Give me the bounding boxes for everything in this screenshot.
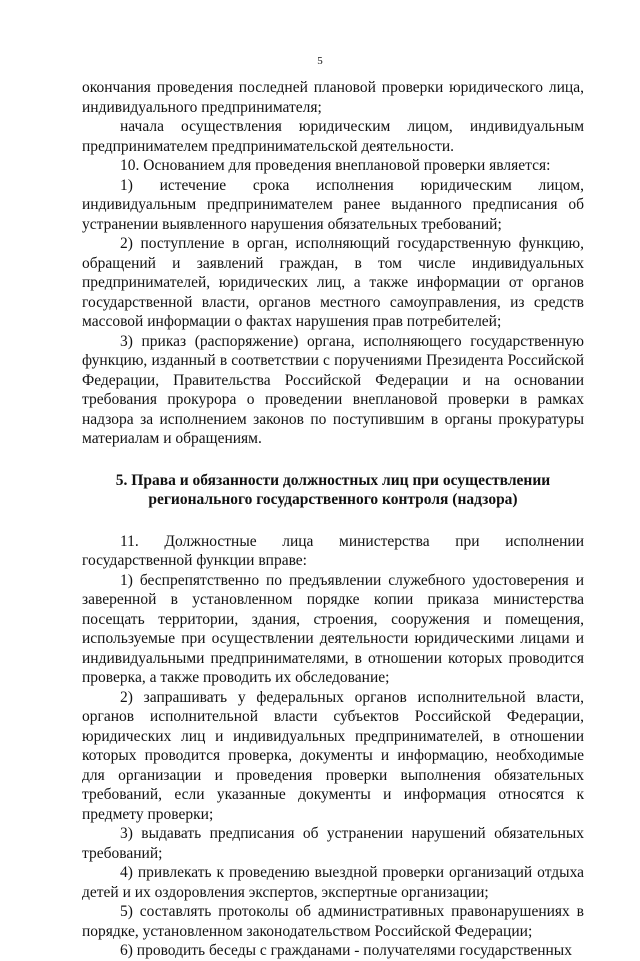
section-heading — [82, 471, 584, 510]
paragraph: 6) проводить беседы с гражданами - получателями государственных — [120, 942, 572, 959]
page-number: 5 — [317, 55, 323, 67]
paragraph: окончания проведения последней плановой проверки юридического лица, индивидуального предпринимателя; — [82, 79, 584, 116]
paragraph: 5) составлять протоколы об административных правонарушениях в порядке, установленном законодательством Российской Федерации; — [82, 903, 584, 940]
paragraph: 4) привлекать к проведению выездной проверки организаций отдыха детей и их оздоровления экспертов, экспертные организации; — [82, 864, 584, 901]
document-body — [82, 78, 584, 961]
section-heading-line: 5. Права и обязанности должностных лиц при осуществлении — [115, 471, 551, 489]
paragraph: 2) поступление в орган, исполняющий государственную функцию, обращений и заявлений граждан, в том числе индивидуальных предпринимателей, юридических лиц, а также информации от органов государственной власти, органов местного самоуправления, из средств массовой информации о фактах нарушения прав потребителей; — [82, 235, 584, 330]
paragraph: 1) истечение срока исполнения юридическим лицом, индивидуальным предпринимателем ранее выданного предписания об устранении выявленного нарушения обязательных требований; — [82, 176, 584, 233]
paragraph: 10. Основанием для проведения внеплановой проверки является: — [120, 157, 551, 174]
paragraph: 11. Должностные лица министерства при исполнении государственной функции вправе: — [82, 532, 584, 569]
paragraph: начала осуществления юридическим лицом, индивидуальным предпринимателем предпринимательской деятельности. — [82, 118, 584, 155]
section-heading-line: регионального государственного контроля (надзора) — [148, 491, 518, 508]
paragraph: 3) приказ (распоряжение) органа, исполняющего государственную функцию, изданный в соответствии с поручениями Президента Российской Федерации, Правительства Российской Федерации и на основании требования прокурора о проведении внеплановой проверки в рамках надзора за исполнением законов по поступившим в органы прокуратуры материалам и обращениям. — [82, 332, 584, 447]
paragraph: 1) беспрепятственно по предъявлении служебного удостоверения и заверенной в установленном порядке копии приказа министерства посещать территории, здания, строения, сооружения и помещения, используемые при осуществлении деятельности юридическими лицами и индивидуальными предпринимателями, в отношении которых проводится проверка, а также проводить их обследование; — [82, 571, 584, 686]
paragraph: 3) выдавать предписания об устранении нарушений обязательных требований; — [82, 825, 584, 862]
paragraph: 2) запрашивать у федеральных органов исполнительной власти, органов исполнительной власти субъектов Российской Федерации, юридических лиц и индивидуальных предпринимателей, в отношении которых проводится проверка, документы и информацию, необходимые для организации и проведения проверки выполнения обязательных требований, если указанные документы и информация относятся к предмету проверки; — [82, 688, 584, 823]
